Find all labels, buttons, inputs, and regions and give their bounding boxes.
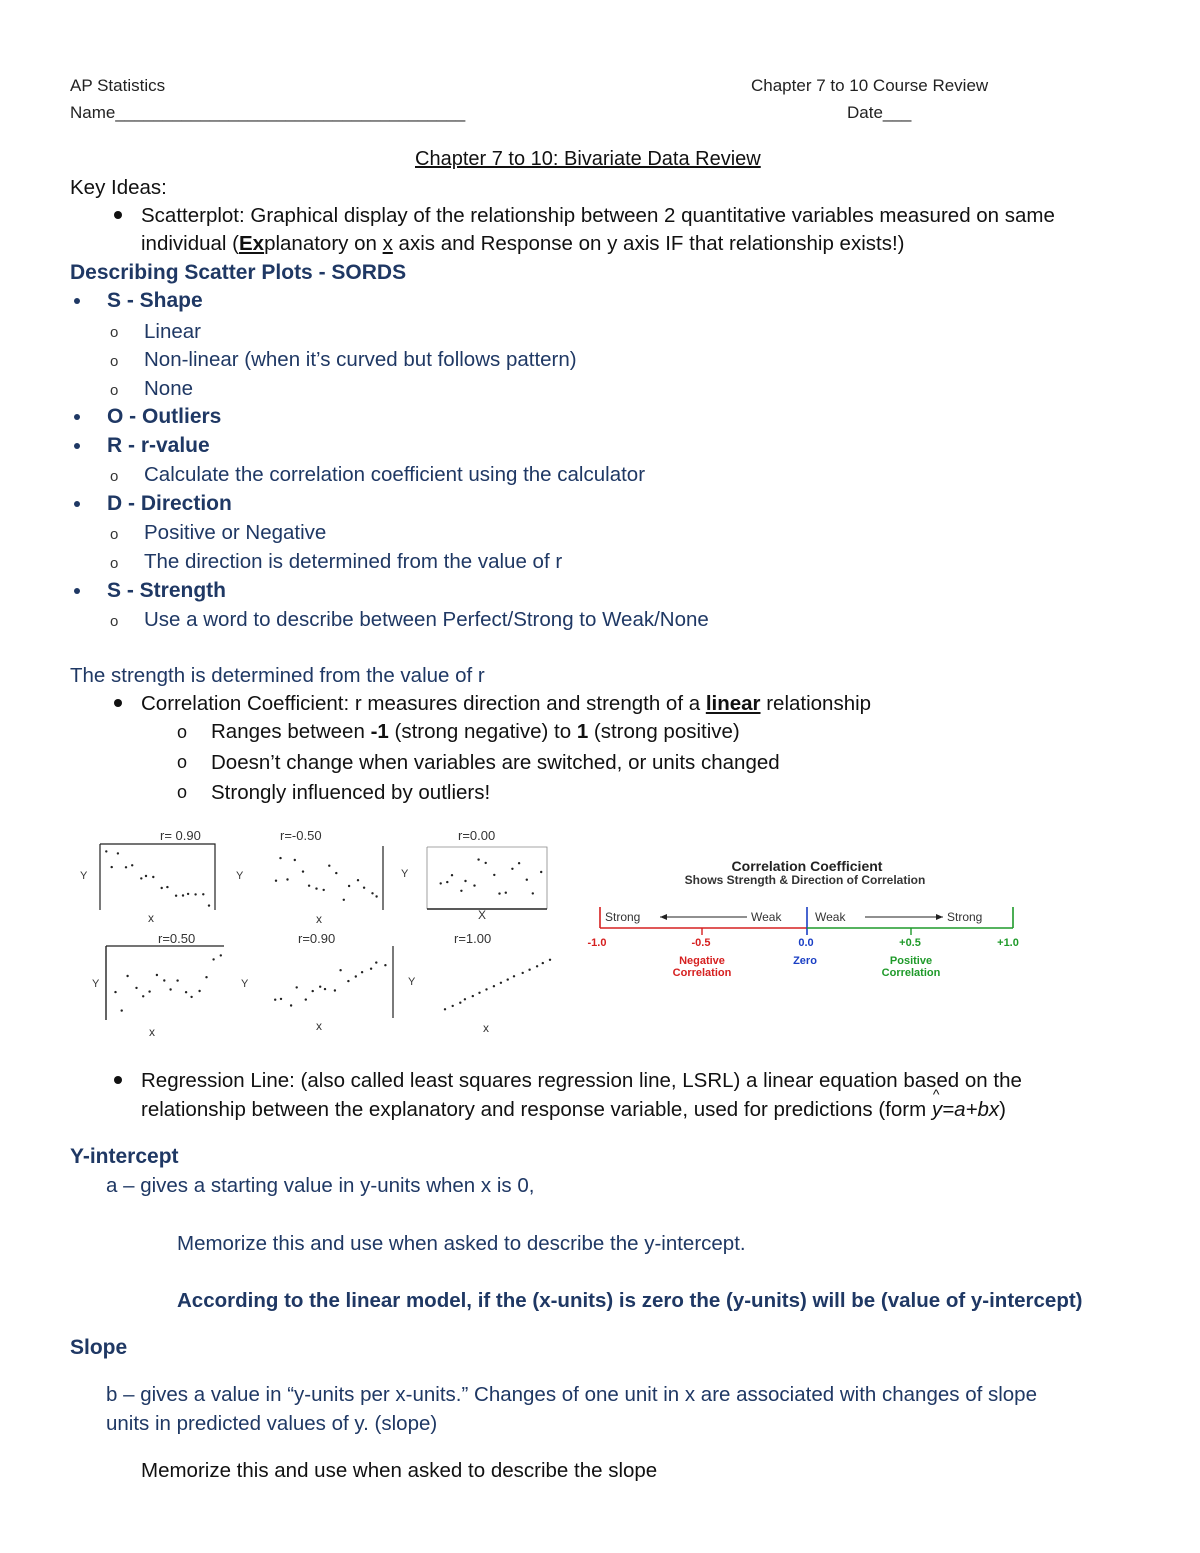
slope-description-line1: b – gives a value in “y-units per x-units.” Changes of one unit in x are associated with changes of slope — [106, 1383, 1037, 1406]
scatter-points — [274, 961, 387, 1006]
scatter-point — [315, 887, 317, 889]
scatter-label: r=0.00 — [458, 828, 496, 843]
scatter-point — [335, 872, 337, 874]
name-field: Name_____________________________________ — [70, 103, 466, 122]
scale-title: Correlation Coefficient — [731, 858, 883, 874]
rvalue-item: Calculate the correlation coefficient using the calculator — [144, 463, 646, 486]
correlation-definition: Correlation Coefficient: r measures direction and strength of a linear relationship — [141, 692, 872, 715]
axis-y-label: Y — [92, 978, 100, 990]
axis-y-label: Y — [236, 870, 244, 882]
scatter-point — [323, 889, 325, 891]
slope-heading: Slope — [70, 1336, 128, 1359]
regression-definition-line2: relationship between the explanatory and response variable, used for predictions (form ^ y=a+bx) — [141, 1098, 1006, 1122]
correlation-outliers: Strongly influenced by outliers! — [211, 781, 491, 804]
scatter-point — [202, 893, 204, 895]
scatterplot-definition-line1: Scatterplot: Graphical display of the relationship between 2 quantitative variables measured on same — [141, 204, 1055, 227]
axis-x-label: x — [316, 912, 322, 926]
page-title: Chapter 7 to 10: Bivariate Data Review — [415, 148, 761, 170]
scatter-point — [161, 887, 163, 889]
scatter-point — [152, 876, 154, 878]
strength-item: Use a word to describe between Perfect/Strong to Weak/None — [144, 608, 709, 631]
scatter-point — [131, 864, 133, 866]
scatter-point — [126, 975, 128, 977]
direction-item: Positive or Negative — [144, 521, 327, 544]
axis-x-label: x — [483, 1021, 489, 1035]
strength-note: The strength is determined from the value of r — [70, 664, 485, 687]
scatter-point — [339, 969, 341, 971]
scatter-point — [294, 859, 296, 861]
scatter-point — [198, 990, 200, 992]
scatter-point — [500, 982, 502, 984]
scatter-point — [485, 862, 487, 864]
scatter-point — [507, 978, 509, 980]
sub-bullet-icon: o — [110, 382, 119, 399]
sub-bullet-icon: o — [177, 782, 188, 802]
scatter-point — [444, 1008, 446, 1010]
sub-bullet-icon: o — [177, 752, 188, 772]
scatter-label: r= 0.90 — [160, 828, 201, 843]
bullet-icon — [114, 1076, 122, 1084]
axis-y-label: Y — [401, 868, 409, 880]
yintercept-heading: Y-intercept — [70, 1145, 179, 1168]
sords-rvalue: R - r-value — [107, 434, 210, 457]
scatter-point — [478, 992, 480, 994]
scatter-point — [370, 968, 372, 970]
axis-x-label: x — [148, 911, 154, 925]
positive-label: Positive — [889, 955, 933, 967]
scale-tick-label: -1.0 — [587, 937, 607, 949]
scatter-point — [540, 871, 542, 873]
scatter-point — [142, 995, 144, 997]
correlation-range: Ranges between -1 (strong negative) to 1 (strong positive) — [211, 720, 740, 743]
scatter-point — [105, 850, 107, 852]
sub-bullet-icon: o — [110, 468, 119, 485]
scatter-point — [194, 893, 196, 895]
bullet-icon — [74, 414, 80, 420]
scatter-point — [363, 887, 365, 889]
sords-heading: Describing Scatter Plots - SORDS — [70, 261, 407, 284]
scale-tick-label: +0.5 — [899, 937, 921, 949]
scatter-point — [185, 991, 187, 993]
scatter-point — [357, 879, 359, 881]
scatter-point — [536, 965, 538, 967]
scale-tick-label: +1.0 — [997, 937, 1019, 949]
scatter-point — [280, 998, 282, 1000]
slope-memorize: Memorize this and use when asked to describe the slope — [141, 1459, 658, 1482]
scatter-point — [302, 870, 304, 872]
scatter-point — [125, 866, 127, 868]
scatter-point — [485, 988, 487, 990]
axis-y-label: Y — [408, 976, 416, 988]
bullet-icon — [114, 699, 122, 707]
axis-y-label: Y — [241, 978, 249, 990]
scatter-point — [464, 880, 466, 882]
bullet-icon — [74, 443, 80, 449]
scatter-point — [212, 958, 214, 960]
regression-formula-yhat: ^ y — [932, 1098, 942, 1122]
scatter-point — [361, 971, 363, 973]
scatter-point — [526, 879, 528, 881]
review-label: Chapter 7 to 10 Course Review — [751, 76, 989, 95]
sords-shape: S - Shape — [107, 289, 203, 312]
scatter-point — [355, 975, 357, 977]
sub-bullet-icon: o — [110, 526, 119, 543]
scatter-point — [498, 892, 500, 894]
sub-bullet-icon: o — [110, 613, 119, 630]
yintercept-template: According to the linear model, if the (x-units) is zero the (y-units) will be (value of y-intercept) — [177, 1289, 1083, 1312]
scatter-point — [493, 985, 495, 987]
regression-formula: =a+bx — [942, 1098, 1000, 1121]
scatter-point — [169, 988, 171, 990]
scatter-point — [117, 852, 119, 854]
scatter-point — [319, 986, 321, 988]
scatter-point — [286, 878, 288, 880]
sub-bullet-icon: o — [110, 324, 119, 341]
scale-strong-left: Strong — [605, 910, 641, 924]
sords-direction: D - Direction — [107, 492, 232, 515]
date-field: Date___ — [847, 103, 912, 122]
arrow-right-icon — [936, 914, 943, 920]
scatter-point — [279, 857, 281, 859]
scale-strong-right: Strong — [947, 910, 983, 924]
scatter-point — [111, 866, 113, 868]
scatter-point — [187, 893, 189, 895]
slope-description-line2: units in predicted values of y. (slope) — [106, 1412, 438, 1435]
scatter-point — [477, 858, 479, 860]
regression-definition-line1: Regression Line: (also called least squares regression line, LSRL) a linear equation based on the — [141, 1069, 1022, 1092]
scatter-point — [308, 885, 310, 887]
scatter-point — [518, 862, 520, 864]
scatter-point — [175, 895, 177, 897]
scatter-point — [343, 899, 345, 901]
yintercept-memorize: Memorize this and use when asked to describe the y-intercept. — [177, 1232, 746, 1255]
scatter-point — [513, 975, 515, 977]
bullet-icon — [74, 298, 80, 304]
scatter-point — [275, 880, 277, 882]
arrow-left-icon — [660, 914, 667, 920]
scatter-label: r=0.90 — [298, 931, 336, 946]
scatter-point — [464, 998, 466, 1000]
scatter-point — [542, 962, 544, 964]
zero-label: Zero — [793, 955, 817, 967]
scale-weak-left: Weak — [751, 910, 782, 924]
direction-item: The direction is determined from the value of r — [144, 550, 563, 573]
scatter-point — [384, 964, 386, 966]
scatter-point — [274, 999, 276, 1001]
shape-item: Linear — [144, 320, 201, 343]
scatter-point — [205, 976, 207, 978]
scatter-point — [473, 884, 475, 886]
scatter-point — [472, 995, 474, 997]
scatter-points — [105, 850, 210, 907]
scatter-point — [528, 969, 530, 971]
bullet-icon — [74, 501, 80, 507]
scatter-label: r=-0.50 — [280, 828, 322, 843]
scatter-point — [375, 895, 377, 897]
scatter-point — [140, 877, 142, 879]
scatter-point — [446, 881, 448, 883]
shape-item: None — [144, 377, 194, 400]
scatter-point — [493, 874, 495, 876]
key-ideas-label: Key Ideas: — [70, 176, 167, 199]
sub-bullet-icon: o — [110, 353, 119, 370]
negative-label: Correlation — [672, 967, 732, 979]
scatter-point — [166, 886, 168, 888]
scatter-point — [324, 988, 326, 990]
scatter-point — [190, 996, 192, 998]
bullet-icon — [74, 588, 80, 594]
negative-label: Negative — [679, 955, 725, 967]
scatter-points — [440, 858, 543, 894]
correlation-switch: Doesn’t change when variables are switched, or units changed — [211, 751, 780, 774]
scatter-points — [114, 954, 222, 1012]
sords-outliers: O - Outliers — [107, 405, 222, 428]
scatter-point — [182, 894, 184, 896]
scatter-point — [460, 890, 462, 892]
scatter-point — [114, 991, 116, 993]
scatter-points — [275, 857, 378, 901]
scatter-point — [522, 972, 524, 974]
axis-y-label: Y — [80, 870, 88, 882]
bullet-icon — [114, 211, 122, 219]
scatter-point — [312, 990, 314, 992]
course-label: AP Statistics — [70, 76, 166, 95]
scatter-point — [505, 892, 507, 894]
scatter-point — [452, 1005, 454, 1007]
scatter-point — [305, 998, 307, 1000]
scatter-point — [163, 979, 165, 981]
scatter-point — [440, 882, 442, 884]
positive-label: Correlation — [881, 967, 941, 979]
yintercept-description: a – gives a starting value in y-units when x is 0, — [106, 1174, 535, 1197]
correlation-scale-figure — [575, 855, 1045, 985]
scatter-point — [135, 987, 137, 989]
scatter-point — [375, 961, 377, 963]
axis-x-label: x — [316, 1019, 322, 1033]
scatter-point — [220, 954, 222, 956]
scatter-point — [296, 986, 298, 988]
scatter-point — [451, 874, 453, 876]
scatter-point — [148, 990, 150, 992]
scatter-point — [334, 989, 336, 991]
scatter-points — [444, 959, 551, 1011]
shape-item: Non-linear (when it’s curved but follows pattern) — [144, 348, 577, 371]
sub-bullet-icon: o — [177, 722, 188, 742]
scale-tick-label: 0.0 — [798, 937, 814, 949]
scatter-point — [371, 892, 373, 894]
scatter-examples-figure — [60, 822, 560, 1042]
sub-bullet-icon: o — [110, 555, 119, 572]
scatter-point — [290, 1004, 292, 1006]
axis-x-label: X — [478, 908, 487, 922]
scale-subtitle: Shows Strength & Direction of Correlation — [684, 873, 926, 887]
scatter-point — [121, 1009, 123, 1011]
scatter-point — [176, 979, 178, 981]
scatter-point — [347, 980, 349, 982]
scatter-frame — [427, 847, 547, 909]
scatter-point — [156, 974, 158, 976]
axis-x-label: x — [149, 1025, 155, 1039]
scale-weak-right: Weak — [815, 910, 846, 924]
scatter-point — [328, 865, 330, 867]
scatter-label: r=1.00 — [454, 931, 492, 946]
scatter-point — [145, 875, 147, 877]
scatter-point — [208, 904, 210, 906]
scatter-point — [549, 959, 551, 961]
scale-tick-label: -0.5 — [691, 937, 711, 949]
scatter-point — [348, 885, 350, 887]
scatter-point — [511, 868, 513, 870]
scatterplot-definition-line2: individual (Explanatory on x axis and Response on y axis IF that relationship exists!) — [141, 232, 905, 255]
scatter-point — [459, 1002, 461, 1004]
scatter-label: r=0.50 — [158, 931, 196, 946]
scatter-point — [532, 892, 534, 894]
sords-strength: S - Strength — [107, 579, 226, 602]
